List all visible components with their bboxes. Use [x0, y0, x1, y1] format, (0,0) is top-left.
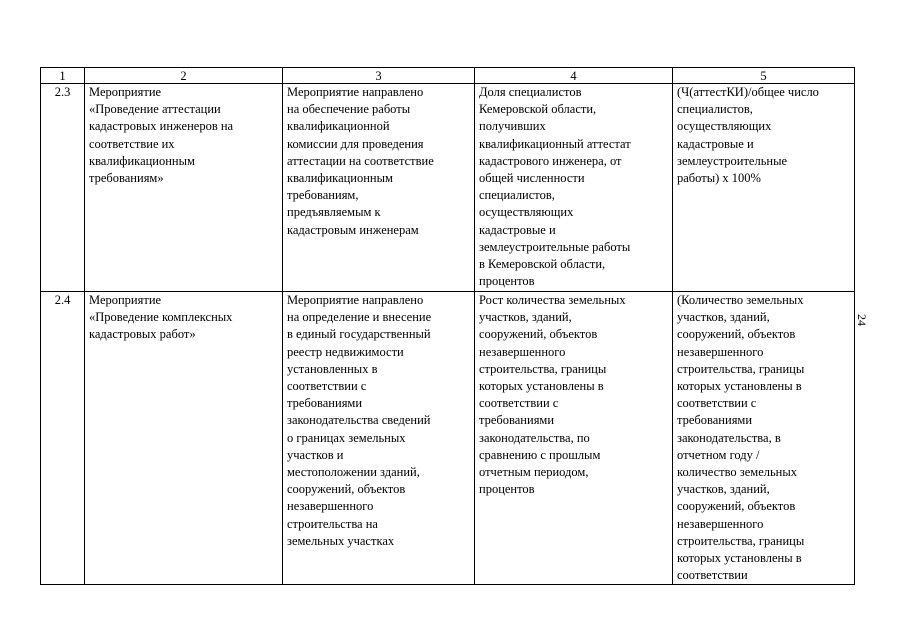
header-cell-2: 2	[85, 68, 283, 84]
header-cell-3: 3	[283, 68, 475, 84]
header-cell-4: 4	[475, 68, 673, 84]
measures-table	[40, 67, 855, 585]
indicator-cell: Доля специалистов Кемеровской области, получивших квалификационный аттестат кадастрового инженера, от общей численности специалистов, осуществляющих кадастровые и землеустроительные работы в Кемеровской области, процентов	[475, 84, 673, 292]
event-description-cell: Мероприятие направлено на определение и внесение в единый государственный реестр недвижимости установленных в соответствии с требованиями законодательства сведений о границах земельных участков и местоположении зданий, сооружений, объектов незавершенного строительства на земельных участках	[283, 292, 475, 585]
formula-cell: (Количество земельных участков, зданий, сооружений, объектов незавершенного строительства, границы которых установлены в соответствии с требованиями законодательства, в отчетном году / количество земельных участков, зданий, сооружений, объектов незавершенного строительства, границы которых установлены в соответствии	[673, 292, 855, 585]
header-cell-5: 5	[673, 68, 855, 84]
formula-cell: (Ч(аттестКИ)/общее число специалистов, осуществляющих кадастровые и землеустроительные работы) x 100%	[673, 84, 855, 292]
table-row	[41, 84, 855, 292]
row-number: 2.3	[41, 84, 85, 292]
table-row	[41, 292, 855, 585]
event-name-cell: Мероприятие «Проведение аттестации кадастровых инженеров на соответствие их квалификационным требованиям»	[85, 84, 283, 292]
table-header-row	[41, 68, 855, 84]
event-description-cell: Мероприятие направлено на обеспечение работы квалификационной комиссии для проведения аттестации на соответствие квалификационным требованиям, предъявляемым к кадастровым инженерам	[283, 84, 475, 292]
event-name-cell: Мероприятие «Проведение комплексных кадастровых работ»	[85, 292, 283, 585]
row-number: 2.4	[41, 292, 85, 585]
page-number: 24	[855, 314, 869, 326]
indicator-cell: Рост количества земельных участков, зданий, сооружений, объектов незавершенного строительства, границы которых установлены в соответствии с требованиями законодательства, по сравнению с прошлым отчетным периодом, процентов	[475, 292, 673, 585]
header-cell-1: 1	[41, 68, 85, 84]
